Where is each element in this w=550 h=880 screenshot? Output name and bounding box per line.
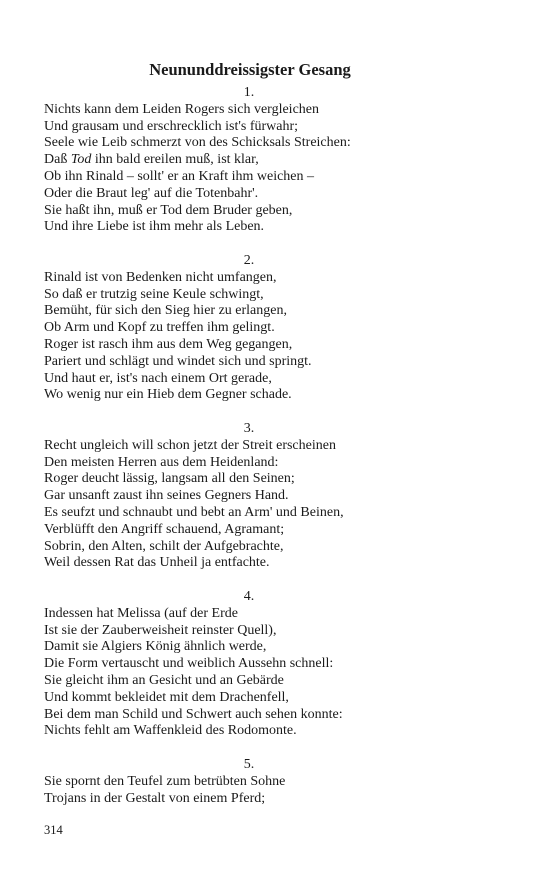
verse-line: Recht ungleich will schon jetzt der Streit erscheinen bbox=[44, 437, 336, 453]
stanza-number: 1. bbox=[243, 85, 255, 100]
verse-line: Die Form vertauscht und weiblich Aussehn schnell: bbox=[44, 656, 334, 672]
verse-line: Sobrin, den Alten, schilt der Aufgebrachte, bbox=[44, 538, 284, 554]
stanza-number: 4. bbox=[243, 589, 255, 604]
verse-line: Trojans in der Gestalt von einem Pferd; bbox=[44, 790, 266, 806]
verse-line: Weil dessen Rat das Unheil ja entfachte. bbox=[44, 555, 270, 571]
verse-line: Nichts fehlt am Waffenkleid des Rodomonte. bbox=[44, 723, 297, 739]
verse-line: Seele wie Leib schmerzt von des Schicksals Streichen: bbox=[44, 135, 351, 151]
verse-line: Bei dem man Schild und Schwert auch sehen konnte: bbox=[44, 706, 343, 722]
stanza-3 bbox=[44, 421, 464, 572]
verse-line: So daß er trutzig seine Keule schwingt, bbox=[44, 286, 264, 302]
verse-line: Und grausam und erschrecklich ist's fürwahr; bbox=[44, 118, 299, 134]
verse-line: Es seufzt und schnaubt und bebt an Arm' und Beinen, bbox=[44, 504, 344, 520]
stanza-1 bbox=[44, 85, 464, 236]
stanza-number: 5. bbox=[243, 757, 255, 772]
stanza-number: 3. bbox=[243, 421, 255, 436]
stanza-5 bbox=[44, 757, 464, 807]
verse-line: Ob ihn Rinald – sollt' er an Kraft ihm weichen – bbox=[44, 168, 315, 184]
verse-line: Sie haßt ihn, muß er Tod dem Bruder geben, bbox=[44, 202, 293, 218]
page-number: 314 bbox=[44, 823, 63, 837]
canto-title: Neununddreissigster Gesang bbox=[149, 60, 351, 79]
verse-line: Wo wenig nur ein Hieb dem Gegner schade. bbox=[44, 387, 292, 403]
verse-line: Roger ist rasch ihm aus dem Weg gegangen, bbox=[44, 336, 293, 352]
verse-line: Sie gleicht ihm an Gesicht und an Gebärde bbox=[44, 672, 284, 688]
verse-line-italic-word: Daß Tod ihn bald ereilen muß, ist klar, bbox=[44, 152, 259, 168]
verse-line: Ist sie der Zauberweisheit reinster Quell), bbox=[44, 622, 277, 638]
verse-line: Verblüfft den Angriff schauend, Agramant; bbox=[44, 521, 285, 537]
verse-line: Oder die Braut leg' auf die Totenbahr'. bbox=[44, 185, 259, 201]
verse-line: Indessen hat Melissa (auf der Erde bbox=[44, 605, 238, 621]
verse-line: Den meisten Herren aus dem Heidenland: bbox=[44, 454, 279, 470]
stanza-number: 2. bbox=[243, 253, 255, 268]
verse-line: Ob Arm und Kopf zu treffen ihm gelingt. bbox=[44, 320, 275, 336]
verse-line: Damit sie Algiers König ähnlich werde, bbox=[44, 639, 267, 655]
stanza-4 bbox=[44, 589, 464, 740]
verse-line: Gar unsanft zaust ihn seines Gegners Hand. bbox=[44, 488, 289, 504]
verse-line: Nichts kann dem Leiden Rogers sich vergleichen bbox=[44, 101, 319, 117]
verse-line: Roger deucht lässig, langsam all den Seinen; bbox=[44, 471, 295, 487]
verse-line: Und kommt bekleidet mit dem Drachenfell, bbox=[44, 689, 289, 705]
verse-line: Bemüht, für sich den Sieg hier zu erlangen, bbox=[44, 303, 287, 319]
verse-line: Und haut er, ist's nach einem Ort gerade, bbox=[44, 370, 272, 386]
verse-line: Und ihre Liebe ist ihm mehr als Leben. bbox=[44, 219, 265, 235]
verse-line: Rinald ist von Bedenken nicht umfangen, bbox=[44, 269, 277, 285]
verse-line: Sie spornt den Teufel zum betrübten Sohne bbox=[44, 773, 286, 789]
verse-line: Pariert und schlägt und windet sich und springt. bbox=[44, 353, 312, 369]
stanza-2 bbox=[44, 253, 464, 404]
